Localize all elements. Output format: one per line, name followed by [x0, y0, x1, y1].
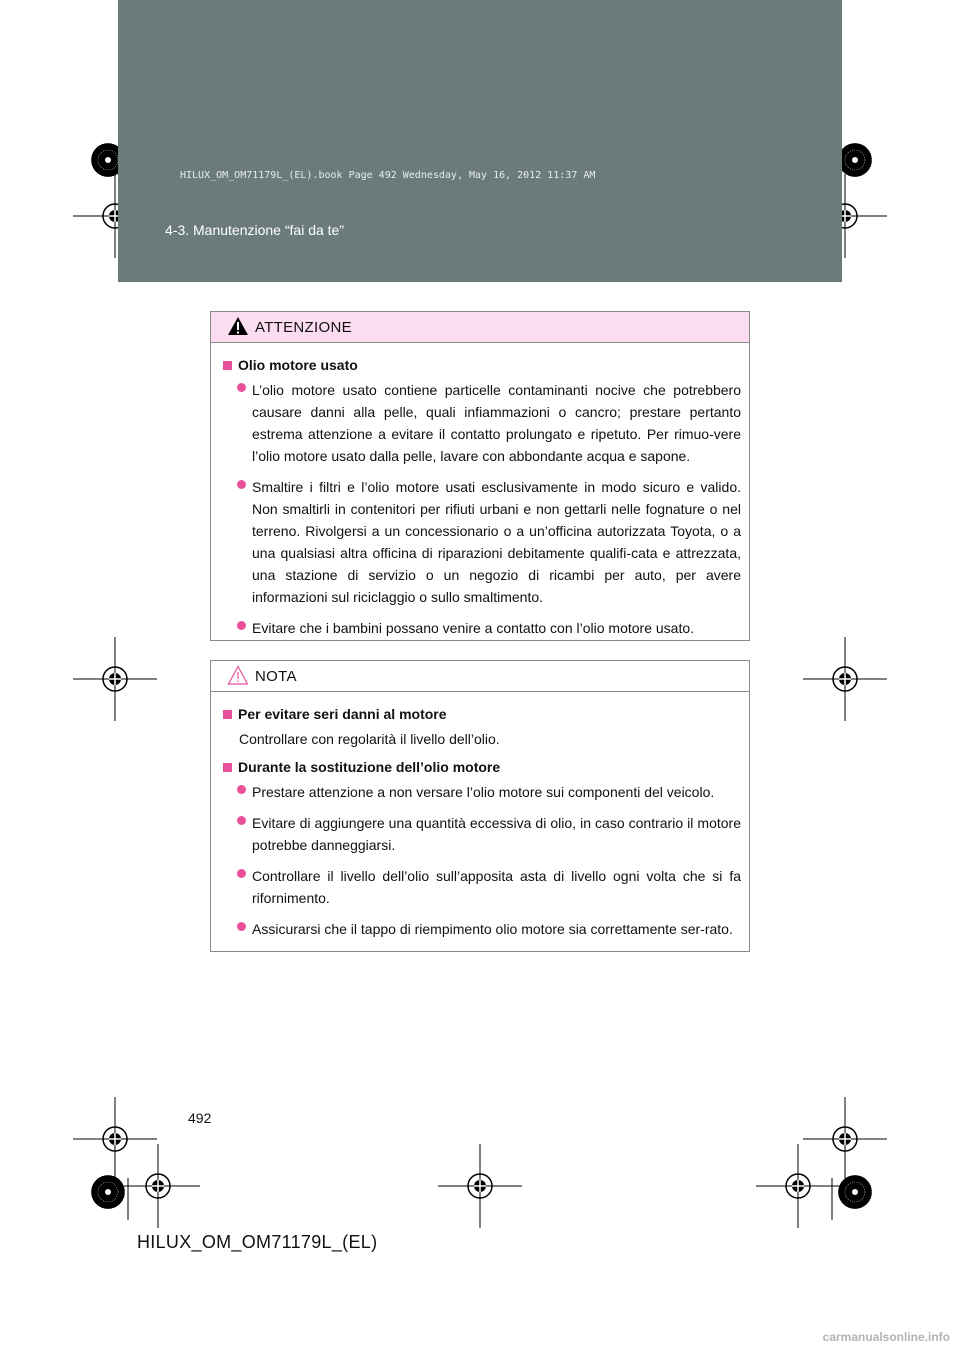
warning-box	[210, 311, 750, 641]
square-bullet-icon	[223, 361, 232, 370]
round-bullet-icon	[237, 621, 246, 630]
warning-bullet-text: Smaltire i filtri e l’olio motore usati esclusivamente in modo sicuro e valido. Non smaltirli in contenitori per rifiuti urbani e non gettarli nelle fognature o nel terreno. Rivolgersi a un concessionario o a un’officina autorizzata Toyota, o a una qualsiasi altra officina di riparazioni debitamente qualifi-cata e attrezzata, una stazione di servizio o un negozio di ricambi per auto, per avere informazioni sul riciclaggio o sullo smaltimento.	[252, 479, 741, 605]
round-bullet-icon	[237, 816, 246, 825]
note-heading-2-text: Durante la sostituzione dell’olio motore	[238, 759, 501, 775]
warning-heading	[219, 357, 741, 373]
note-box-title: NOTA	[255, 668, 297, 685]
warning-triangle-icon	[227, 316, 249, 336]
note-bullet	[237, 865, 741, 909]
section-title: 4-3. Manutenzione “fai da te”	[165, 222, 344, 238]
note-bullet-text: Prestare attenzione a non versare l’olio motore sui componenti del veicolo.	[252, 784, 715, 800]
note-bullet	[237, 918, 741, 940]
warning-heading-text: Olio motore usato	[238, 357, 358, 373]
note-bullet-text: Assicurarsi che il tappo di riempimento olio motore sia correttamente ser-rato.	[252, 921, 733, 937]
note-box-header	[211, 661, 749, 692]
square-bullet-icon	[223, 710, 232, 719]
note-box	[210, 660, 750, 952]
warning-bullet	[237, 476, 741, 608]
page-header-band	[118, 0, 842, 282]
warning-bullet-text: Evitare che i bambini possano venire a contatto con l’olio motore usato.	[252, 620, 695, 636]
note-bullet-text: Evitare di aggiungere una quantità eccessiva di olio, in caso contrario il motore potrebbe danneggiarsi.	[252, 815, 741, 853]
note-bullet-text: Controllare il livello dell’olio sull’apposita asta di livello ogni volta che si fa rifornimento.	[252, 868, 741, 906]
warning-box-body	[211, 343, 749, 656]
round-bullet-icon	[237, 869, 246, 878]
page-number: 492	[188, 1110, 212, 1126]
note-heading-1	[219, 706, 741, 722]
note-bullet	[237, 812, 741, 856]
note-heading-2	[219, 759, 741, 775]
warning-bullet-text: L’olio motore usato contiene particelle contaminanti nocive che potrebbero causare danni alla pelle, quali infiammazioni o cancro; prestare pertanto estrema attenzione a evitare il contatto prolungato e ripetuto. Per rimuo-vere l’olio motore usato dalla pelle, lavare con abbondante acqua e sapone.	[252, 382, 741, 464]
round-bullet-icon	[237, 785, 246, 794]
round-bullet-icon	[237, 480, 246, 489]
caution-triangle-icon	[227, 665, 249, 685]
note-text: Controllare con regolarità il livello dell’olio.	[239, 731, 500, 747]
watermark: carmanualsonline.info	[822, 1330, 950, 1344]
warning-box-title: ATTENZIONE	[255, 319, 352, 336]
note-bullet	[237, 781, 741, 803]
warning-bullet	[237, 379, 741, 467]
square-bullet-icon	[223, 763, 232, 772]
round-bullet-icon	[237, 383, 246, 392]
warning-box-header	[211, 312, 749, 343]
file-stamp: HILUX_OM_OM71179L_(EL).book Page 492 Wednesday, May 16, 2012 11:37 AM	[180, 170, 596, 181]
round-bullet-icon	[237, 922, 246, 931]
footer-document-code: HILUX_OM_OM71179L_(EL)	[137, 1232, 378, 1252]
warning-bullet	[237, 617, 741, 639]
note-heading-1-text: Per evitare seri danni al motore	[238, 706, 447, 722]
note-box-body	[211, 692, 749, 957]
